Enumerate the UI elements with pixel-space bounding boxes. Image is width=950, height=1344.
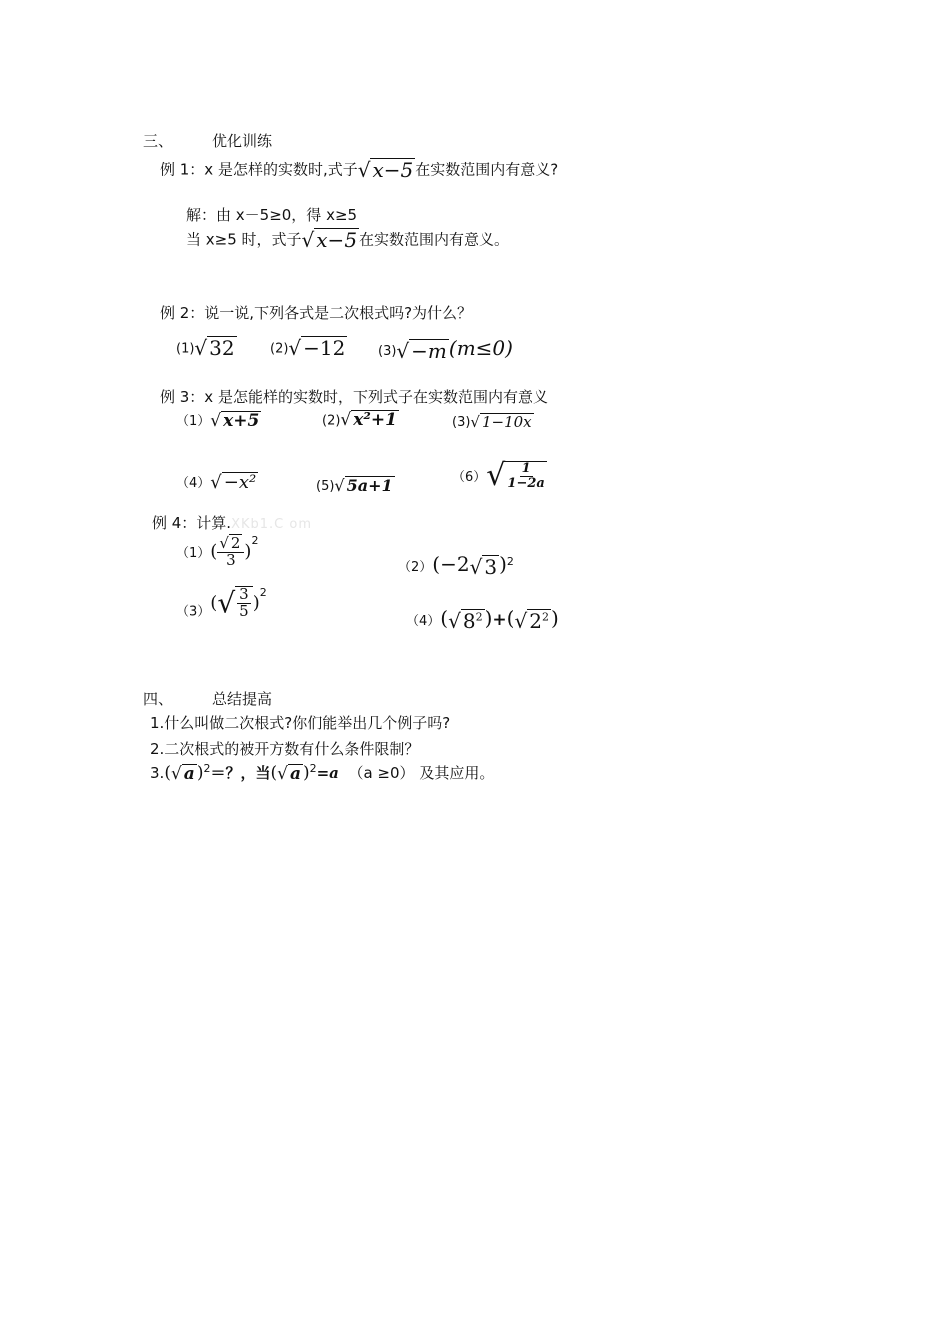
numerator: 3 [239, 585, 249, 603]
exponent: 2 [251, 534, 259, 547]
example-3-item-6 [452, 458, 547, 493]
radical: √ a [170, 763, 195, 784]
radical-2: √ a [277, 763, 301, 784]
summary-line-1: 1.什么叫做二次根式?你们能举出几个例子吗? [150, 714, 451, 732]
item-label: （4） [176, 476, 211, 491]
exponent-1: 2 [475, 609, 483, 623]
numerator: 2 [230, 534, 241, 552]
example-3-item-5 [316, 476, 395, 495]
coefficient: −2 [440, 552, 470, 576]
radical: √ 5a+1 [334, 476, 393, 495]
solution-radical: √ x−5 [301, 228, 358, 252]
example-2-item-2 [270, 336, 347, 360]
example-2-item-1 [176, 336, 237, 360]
radical: √ −12 [288, 336, 346, 360]
summary-line-3: 3.(√ a )$^2$＝？，当(√ a )$^2$=a （a ≥0） 及其应用。 [150, 762, 495, 784]
radical-2: √ $2^2$ [514, 608, 549, 633]
radicand: 3 [484, 554, 498, 579]
denominator: 3 [226, 550, 236, 569]
radicand: 5a+1 [346, 476, 393, 495]
example-2-item-3 [378, 336, 513, 363]
example-1-prefix: 例 1：x 是怎样的实数时,式子 [160, 160, 358, 179]
radicand: −x² [223, 472, 257, 493]
item-label: （1） [176, 414, 211, 429]
exponent: 2 [506, 555, 514, 568]
example-4-item-2: （2）(−2√ 3 )$^2$ [398, 552, 514, 579]
radical: √ 1−10x [470, 412, 532, 431]
radicand: 32 [209, 336, 235, 360]
line-number: 3. [150, 764, 165, 782]
fraction [237, 587, 251, 620]
watermark: XKb1.C om [231, 517, 313, 532]
denominator: 1−2a [507, 475, 545, 491]
section-three-title: 优化训练 [212, 132, 273, 150]
radical: √ −x² [210, 472, 257, 493]
condition: （a ≥0） [348, 764, 415, 782]
example-4-question [152, 512, 312, 533]
exponent: 2 [259, 586, 267, 599]
item-label: (1) [176, 341, 195, 357]
example-3-question: 例 3：x 是怎能样的实数时，下列式子在实数范围内有意义 [160, 388, 548, 406]
example-4-item-3: （3）(√ $\frac{3}{5}$ )$^2$ [176, 585, 267, 620]
item-label: （3） [176, 604, 211, 620]
radical: √ x+5 [210, 410, 260, 431]
item-label: （6） [452, 470, 487, 485]
radical: √ $\frac{1}{1-2a}$ [486, 458, 545, 493]
example-3-item-2 [322, 410, 399, 430]
example-1-suffix: 在实数范围内有意义? [415, 160, 559, 179]
radical: √ 3 [469, 554, 498, 579]
radicand: a [183, 763, 195, 784]
radicand: −12 [303, 336, 346, 360]
radicand: 1−10x [481, 412, 532, 431]
section-three-number: 三、 [143, 132, 174, 150]
radical: √ $\frac{3}{5}$ [217, 586, 252, 620]
equals-a: =a [316, 764, 339, 782]
example-3-item-3 [452, 412, 534, 431]
question-part: ＝？，当 [210, 764, 271, 782]
operator: + [492, 610, 507, 630]
example-2-question: 例 2：说一说,下列各式是二次根式吗?为什么？ [160, 304, 473, 322]
item-label: (5) [316, 479, 335, 494]
example-1-radical: √ x−5 [357, 158, 414, 182]
tail-text: 及其应用。 [419, 764, 495, 782]
example-3-item-4 [176, 472, 258, 493]
radicand: x+5 [223, 410, 260, 431]
summary-line-2: 2.二次根式的被开方数有什么条件限制？ [150, 740, 420, 758]
solution-suffix: 在实数范围内有意义。 [359, 230, 510, 249]
example-4-item-4: （4）(√ $8^2$ )+(√ $2^2$ ) [406, 606, 559, 633]
fraction: $\frac{√ 2}{3}$ [217, 534, 244, 569]
item-label: （1） [176, 545, 211, 561]
exponent-2: 2 [309, 762, 317, 775]
item-label: (3) [452, 415, 471, 430]
radicand-1: 8 [462, 608, 476, 633]
example-1-radicand: x−5 [372, 158, 414, 182]
fraction [507, 462, 544, 490]
solution-radicand: x−5 [316, 228, 358, 252]
radical: √ −m [396, 338, 447, 363]
example-4-label: 例 4：计算. [152, 514, 232, 532]
radicand-2: a [289, 763, 301, 784]
item-label: (2) [270, 341, 289, 357]
item-label: （4） [406, 614, 441, 629]
condition: (m≤0) [448, 336, 513, 360]
solution-prefix: 当 x≥5 时，式子 [186, 230, 302, 249]
radicand: x²+1 [353, 410, 397, 430]
section-four-number: 四、 [143, 690, 174, 708]
item-label: （2） [398, 560, 433, 575]
example-1-question [160, 158, 558, 182]
example-1-solution-line2 [186, 228, 509, 252]
section-four-title: 总结提高 [212, 690, 273, 708]
item-label: (2) [322, 413, 341, 429]
example-4-item-1: （1）( $\frac{√ 2}{3}$ )$^2$ [176, 534, 259, 569]
radical: √ 32 [194, 336, 235, 360]
radicand: −m [411, 338, 447, 363]
item-label: (3) [378, 344, 397, 359]
example-3-item-1 [176, 410, 261, 431]
example-1-solution-line1: 解：由 x－5≥0，得 x≥5 [186, 206, 358, 224]
exponent-2: 2 [541, 609, 549, 623]
radical: √ x²+1 [340, 410, 397, 430]
radicand-2: 2 [529, 608, 542, 633]
numerator: 1 [521, 460, 531, 476]
denominator: 5 [239, 601, 249, 620]
exponent: 2 [203, 762, 211, 775]
radical-1: √ $8^2$ [448, 608, 483, 633]
